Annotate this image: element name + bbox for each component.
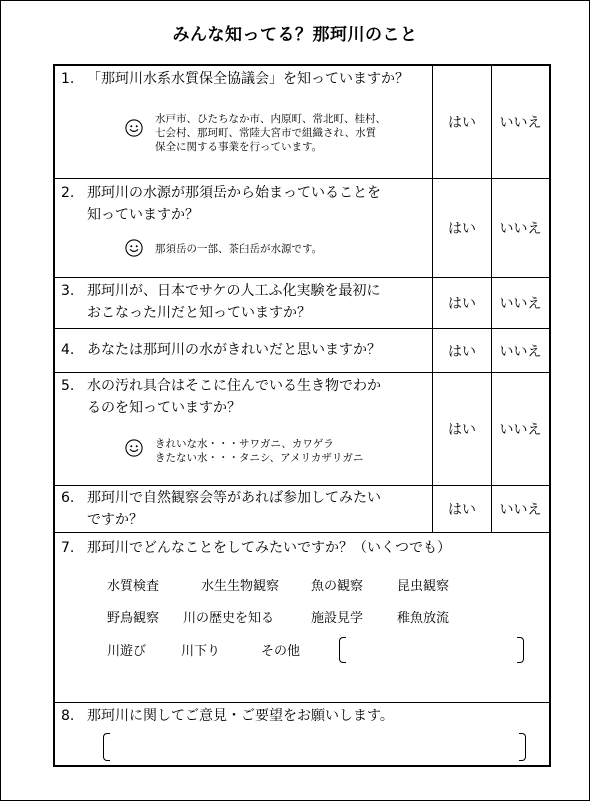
other-right-bracket: [517, 637, 524, 663]
option-river-rafting[interactable]: 川下り: [181, 644, 221, 659]
other-answer-field[interactable]: [347, 637, 515, 661]
question-text: 「那珂川水系水質保全協議会」を知っていますか？: [87, 71, 409, 87]
question-text: ですか？: [87, 512, 143, 528]
option-fry-release[interactable]: 稚魚放流: [397, 611, 450, 626]
question-row-3: [55, 278, 549, 329]
other-left-bracket: [339, 637, 346, 663]
question-text: 那珂川の水源が那須岳から始まっていることを: [87, 185, 381, 201]
question-row-1: [55, 66, 549, 179]
question-row-4: [55, 329, 549, 373]
yes-option[interactable]: はい: [433, 373, 492, 485]
question-note: 那須岳の一部、茶臼岳が水源です。: [155, 243, 323, 255]
question-row-6: [55, 486, 549, 533]
option-water-quality-test[interactable]: 水質検査: [107, 579, 160, 594]
smiley-icon: [125, 439, 143, 457]
no-option[interactable]: いいえ: [499, 221, 542, 237]
question-text: 水の汚れ具合はそこに住んでいる生き物でわか: [87, 378, 381, 394]
question-number: 2.: [61, 185, 75, 201]
no-option[interactable]: いいえ: [499, 422, 542, 438]
question-row-2: [55, 179, 549, 278]
option-facility-tour[interactable]: 施設見学: [311, 611, 364, 626]
question-number: 3.: [61, 283, 75, 299]
question-note: 水戸市、ひたちなか市、内原町、常北町、桂村、 七会村、那珂町、常陸大宮市で組織され、水質 保全に関する事業を行っています。: [155, 113, 386, 153]
no-option[interactable]: いいえ: [499, 296, 542, 312]
yes-option[interactable]: はい: [433, 278, 492, 328]
question-text: おこなった川だと知っていますか？: [87, 305, 311, 321]
question-text: 那珂川に関してご意見・ご要望をお願いします。: [87, 708, 394, 724]
smiley-icon: [125, 119, 143, 137]
question-text: 那珂川でどんなことをしてみたいですか？（いくつでも）: [87, 540, 451, 556]
yes-option[interactable]: はい: [433, 179, 492, 277]
page-title: みんな知ってる？那珂川のこと: [172, 25, 418, 45]
option-fish-observation[interactable]: 魚の観察: [311, 579, 364, 594]
question-number: 4.: [61, 342, 75, 358]
yes-option[interactable]: はい: [433, 329, 492, 372]
question-number: 5.: [61, 378, 75, 394]
question-number: 1.: [61, 71, 75, 87]
question-text: あなたは那珂川の水がきれいだと思いますか？: [87, 342, 381, 358]
smiley-icon: [125, 239, 143, 257]
no-option[interactable]: いいえ: [499, 343, 542, 360]
question-note: きれいな水・・・サワガニ、カワゲラ きたない水・・・タニシ、アメリカザリガニ: [155, 438, 364, 464]
no-option[interactable]: いいえ: [499, 115, 542, 131]
yes-option[interactable]: はい: [433, 66, 492, 178]
option-river-play[interactable]: 川遊び: [107, 644, 147, 659]
question-row-5: [55, 373, 549, 486]
question-row-7: [55, 533, 549, 703]
comment-field[interactable]: [111, 733, 517, 759]
questionnaire-form: [53, 64, 551, 767]
comment-right-bracket: [519, 733, 526, 761]
no-option[interactable]: いいえ: [499, 502, 542, 518]
question-number: 7.: [61, 540, 75, 556]
question-text: 那珂川で自然観察会等があれば参加してみたい: [87, 490, 381, 506]
yes-option[interactable]: はい: [433, 486, 492, 532]
question-row-8: [55, 703, 549, 767]
option-other[interactable]: その他: [261, 644, 301, 659]
question-text: 那珂川が、日本でサケの人工ふ化実験を最初に: [87, 283, 381, 299]
option-aquatic-life[interactable]: 水生生物観察: [201, 579, 280, 594]
option-insect-observation[interactable]: 昆虫観察: [397, 579, 450, 594]
question-text: 知っていますか？: [87, 207, 199, 223]
option-bird-watching[interactable]: 野鳥観察: [107, 611, 160, 626]
question-number: 6.: [61, 490, 75, 506]
question-number: 8.: [61, 708, 75, 724]
question-text: るのを知っていますか？: [87, 400, 241, 416]
option-river-history[interactable]: 川の歴史を知る: [183, 611, 275, 626]
comment-left-bracket: [103, 733, 110, 761]
